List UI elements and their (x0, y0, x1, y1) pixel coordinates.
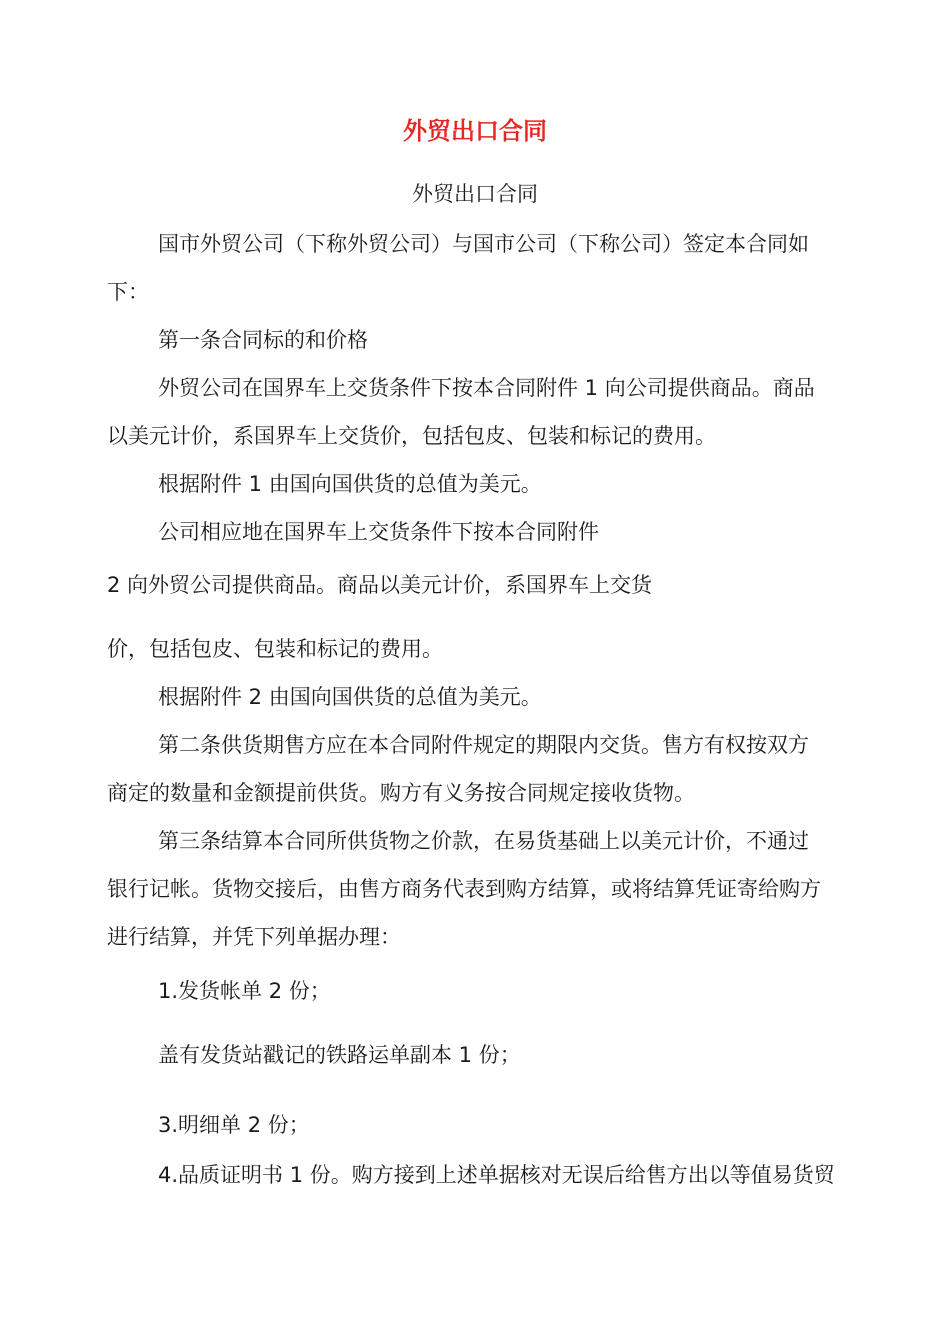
paragraph-line: 进行结算，并凭下列单据办理： (107, 925, 401, 949)
paragraph-line: 第三条结算本合同所供货物之价款，在易货基础上以美元计价，不通过 (158, 829, 809, 853)
paragraph-line: 根据附件 2 由国向国供货的总值为美元。 (158, 685, 542, 709)
paragraph-line: 银行记帐。货物交接后，由售方商务代表到购方结算，或将结算凭证寄给购方 (107, 877, 821, 901)
document-title: 外贸出口合同 (403, 117, 547, 145)
paragraph-line: 外贸公司在国界车上交货条件下按本合同附件 1 向公司提供商品。商品 (158, 376, 815, 400)
paragraph-line: 商定的数量和金额提前供货。购方有义务按合同规定接收货物。 (107, 781, 695, 805)
paragraph-line: 价，包括包皮、包装和标记的费用。 (107, 637, 443, 661)
paragraph-line: 2 向外贸公司提供商品。商品以美元计价，系国界车上交货 (107, 573, 653, 597)
paragraph-line: 以美元计价，系国界车上交货价，包括包皮、包装和标记的费用。 (107, 424, 716, 448)
paragraph-line: 第二条供货期售方应在本合同附件规定的期限内交货。售方有权按双方 (158, 733, 809, 757)
list-item: 3.明细单 2 份； (158, 1113, 310, 1137)
list-item: 盖有发货站戳记的铁路运单副本 1 份； (158, 1043, 521, 1067)
section-heading: 第一条合同标的和价格 (158, 328, 368, 352)
list-item: 1.发货帐单 2 份； (158, 979, 331, 1003)
paragraph-line: 根据附件 1 由国向国供货的总值为美元。 (158, 472, 542, 496)
paragraph-line: 公司相应地在国界车上交货条件下按本合同附件 (158, 520, 599, 544)
document-subtitle: 外贸出口合同 (412, 182, 538, 206)
paragraph-line: 下： (107, 280, 149, 304)
paragraph-line: 国市外贸公司（下称外贸公司）与国市公司（下称公司）签定本合同如 (158, 232, 809, 256)
list-item: 4.品质证明书 1 份。购方接到上述单据核对无误后给售方出以等值易货贸 (158, 1163, 835, 1187)
